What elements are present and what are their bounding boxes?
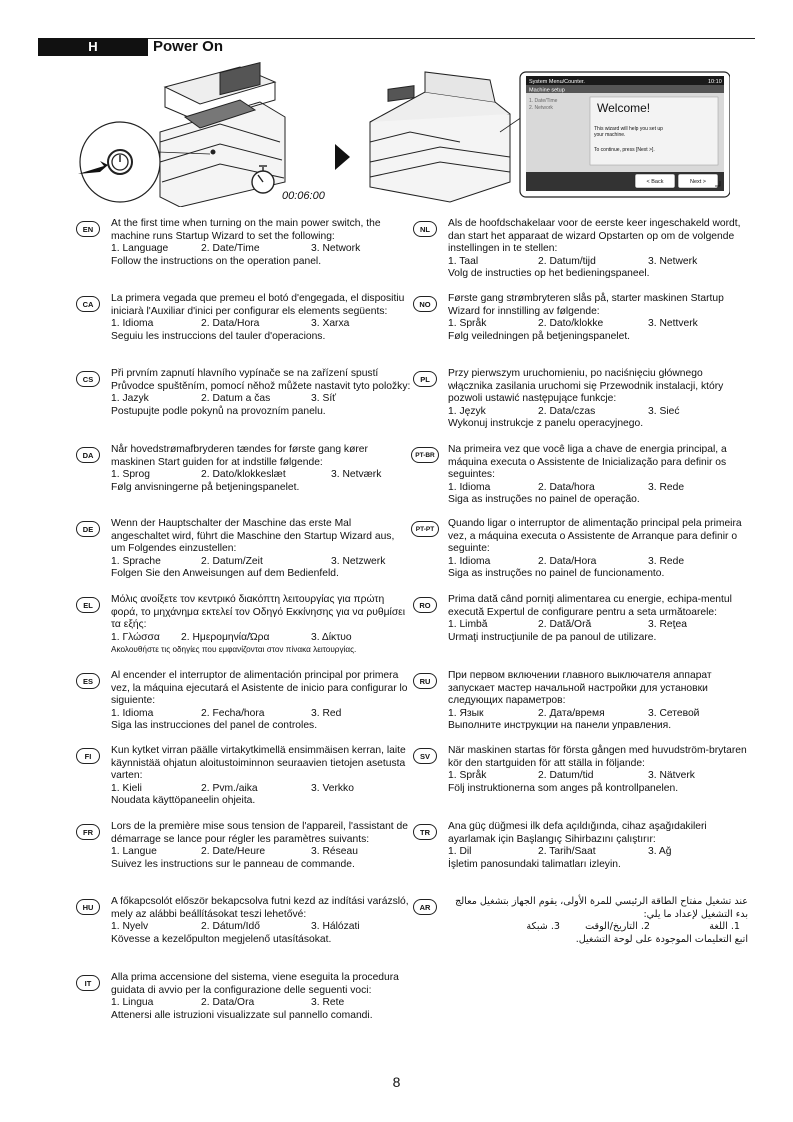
entry-text: Kun kytket virran päälle virtakytkimellä ensimmäisen kerran, laite käynnistää ohjatun aloitustoiminnon seuraavien tietojen asetusta varten:: [111, 745, 406, 781]
option-2: 2. Date/Time: [201, 243, 260, 254]
entry-foot: Attenersi alle istruzioni visualizzate sul pannello comandi.: [111, 1009, 373, 1021]
lang-badge-sv: SV: [413, 748, 437, 764]
entry-foot: Siga as instruções no painel de operação.: [448, 494, 640, 505]
option-2: 2. Dată/Oră: [538, 619, 592, 630]
lang-badge-tr: TR: [413, 824, 437, 840]
lang-badge-el: EL: [76, 597, 100, 613]
entry-foot: اتبع التعليمات الموجودة على لوحة التشغيل.: [575, 933, 748, 945]
option-2: 2. Data/czas: [538, 405, 596, 417]
lang-badge-ar: AR: [413, 899, 437, 915]
option-1: 1. Язык: [448, 707, 484, 719]
entry-foot: Wykonuj instrukcje z panelu operacyjnego.: [448, 418, 644, 429]
option-3: 3. Réseau: [311, 846, 358, 857]
entry-foot: Ακολουθήστε τις οδηγίες που εμφανίζονται στον πίνακα λειτουργίας.: [111, 645, 357, 654]
screen-next-label: Next >: [689, 179, 707, 185]
option-1: 1. اللغة: [709, 921, 740, 932]
entry-text: Quando ligar o interruptor de alimentação principal pela primeira vez, a máquina executa o Assistente de Arranque para definir o seguinte:: [448, 518, 742, 554]
option-1: 1. Språk: [448, 318, 487, 329]
option-3: 3. Netværk: [331, 469, 382, 480]
option-3: 3. Сетевой: [648, 707, 700, 719]
lang-badge-hu: HU: [76, 899, 100, 915]
option-3: 3. Nätverk: [648, 770, 695, 781]
entry-text: عند تشغيل مفتاح الطاقة الرئيسي للمرة الأولى، يقوم الجهاز بتشغيل معالج بدء التشغيل لإعداد ما يلي:: [455, 896, 748, 920]
entry-text: Przy pierwszym uruchomieniu, po naciśnięciu głównego włącznika zasilania uruchomi się Przewodnik instalacji, który pozwoli ustawić następujące funkcje:: [448, 368, 724, 404]
entry-foot: Выполните инструкции на панели управления.: [448, 720, 672, 731]
page-number: 8: [392, 1074, 401, 1090]
panel-screen: [520, 72, 730, 197]
option-3: 3. Ağ: [648, 846, 672, 857]
option-3: 3. Verkko: [311, 782, 354, 794]
entry-foot: İşletim panosundaki talimatları izleyin.: [448, 858, 621, 870]
entry-foot: Follow the instructions on the operation panel.: [111, 255, 322, 267]
option-3: 3. Δίκτυο: [311, 631, 352, 643]
entry-pl: [448, 368, 748, 431]
entry-text: Μόλις ανοίξετε τον κεντρικό διακόπτη λειτουργίας για πρώτη φορά, το μηχάνημα εκτελεί τον Οδηγό Εκκίνησης για να ρυθμίσει τα εξής:: [111, 594, 406, 630]
printer-illustration-right: [370, 72, 510, 202]
lang-badge-pl: PL: [413, 371, 437, 387]
entry-foot: Noudata käyttöpaneelin ohjeita.: [111, 795, 256, 806]
entry-text: När maskinen startas för första gången med huvudström-brytaren kör den startguiden för att ställa in följande:: [448, 745, 747, 769]
entry-foot: Seguiu les instruccions del tauler d'operacions.: [111, 330, 326, 342]
entry-text: Prima dată când porniţi alimentarea cu energie, echipa-mentul execută Expertul de configurare pentru a seta următoarele:: [448, 594, 732, 618]
entry-foot: Suivez les instructions sur le panneau de commande.: [111, 858, 355, 870]
lang-badge-es: ES: [76, 673, 100, 689]
entry-foot: Följ instruktionerna som anges på kontrollpanelen.: [448, 782, 679, 794]
option-3: 3. Rete: [311, 997, 345, 1008]
lang-badge-nl: NL: [413, 221, 437, 237]
option-1: 1. Jazyk: [111, 393, 149, 404]
screen-clock: 10:10: [708, 79, 722, 85]
option-3: 3. Network: [311, 243, 361, 254]
option-2: 2. Data/Hora: [538, 555, 597, 567]
screen-welcome: Welcome!: [597, 101, 651, 115]
option-2: 2. Dátum/Idő: [201, 921, 260, 932]
screen-menu-1: 1. Date/Time: [529, 98, 558, 104]
entry-text: Als de hoofdschakelaar voor de eerste keer ingeschakeld wordt, dan start het apparaat de wizard Opstarten op om de volgende instellingen in te stellen:: [448, 218, 741, 254]
lang-badge-en: EN: [76, 221, 100, 237]
option-3: 3. Síť: [311, 393, 337, 404]
option-1: 1. Lingua: [111, 997, 154, 1008]
option-2: 2. Fecha/hora: [201, 707, 265, 719]
option-2: 2. Date/Heure: [201, 846, 266, 857]
entry-el: [111, 594, 411, 657]
entry-fi: [111, 745, 411, 808]
option-1: 1. Język: [448, 405, 486, 417]
screen-menu-2: 2. Network: [529, 105, 553, 111]
entry-foot: Volg de instructies op het bedieningspaneel.: [448, 268, 650, 279]
entry-foot: Følg anvisningerne på betjeningspanelet.: [111, 481, 300, 493]
page-title: Power On: [153, 38, 224, 55]
entry-hu: [111, 896, 411, 946]
option-2: 2. Dato/klokke: [538, 318, 604, 329]
option-1: 1. Idioma: [448, 555, 491, 567]
lang-badge-ro: RO: [413, 597, 437, 613]
lang-badge-no: NO: [413, 296, 437, 312]
entry-nl: [448, 218, 748, 281]
option-3: 3. Nettverk: [648, 318, 698, 329]
timer-readout: 00:06:00: [282, 190, 325, 202]
option-3: 3. Sieć: [648, 405, 680, 417]
entry-foot: Kövesse a kezelőpulton megjelenő utasításokat.: [111, 933, 332, 945]
entry-ar: [448, 896, 748, 946]
screen-subtitle: Machine setup: [529, 87, 565, 94]
option-2: 2. Datum/tijd: [538, 255, 596, 267]
section-tab: H: [38, 38, 148, 56]
option-3: 3. Rede: [648, 481, 685, 493]
entry-da: [111, 444, 411, 494]
entry-tr: [448, 821, 748, 871]
option-2: 2. Data/hora: [538, 481, 595, 493]
option-2: 2. Datum a čas: [201, 393, 271, 404]
entry-foot: Postupujte podle pokynů na provozním panelu.: [111, 405, 326, 417]
option-1: 1. Idioma: [448, 481, 491, 493]
option-1: 1. Dil: [448, 846, 472, 857]
entry-text: Al encender el interruptor de alimentación principal por primera vez, la máquina ejecutará el Asistente de inicio para configurar lo siguiente:: [111, 670, 408, 706]
lang-badge-pt-pt: PT-PT: [411, 521, 439, 537]
entry-text: La primera vegada que premeu el botó d'engegada, el dispositiu iniciarà l'Auxiliar d'inici per configurar els elements següents:: [111, 293, 405, 317]
entry-text: Første gang strømbryteren slås på, starter maskinen Startup Wizard for innstilling av følgende:: [448, 293, 724, 317]
entry-no: [448, 293, 748, 343]
entry-text: Ana güç düğmesi ilk defa açıldığında, cihaz aşağıdakileri ayarlamak için Başlangıç Sihirbazını çalıştırır:: [448, 821, 707, 845]
option-3: 3. Hálózati: [311, 921, 360, 932]
option-2: 2. Дата/время: [538, 707, 605, 719]
entry-text: Na primeira vez que você liga a chave de energia principal, a máquina executa o Assistente de Inicialização para definir os seguintes:: [448, 444, 727, 480]
entry-foot: Følg veiledningen på betjeningspanelet.: [448, 330, 631, 342]
lang-badge-da: DA: [76, 447, 100, 463]
entry-text: Při prvním zapnutí hlavního vypínače se na zařízení spustí Průvodce spuštěním, pomocí něhož můžete nastavit tyto položky:: [111, 368, 411, 392]
option-2: 2. Data/Hora: [201, 318, 260, 329]
screen-line-1: This wizard will help you set up: [594, 126, 663, 132]
option-2: 2. Pvm./aika: [201, 782, 258, 794]
next-step-arrow: [335, 144, 350, 170]
option-3: 3. شبكة: [526, 921, 560, 932]
entry-de: [111, 518, 411, 581]
entry-foot: Siga las instrucciones del panel de controles.: [111, 720, 318, 731]
lang-badge-cs: CS: [76, 371, 100, 387]
option-1: 1. Language: [111, 243, 169, 254]
option-2: 2. Data/Ora: [201, 997, 255, 1008]
option-1: 1. Taal: [448, 255, 479, 267]
entry-foot: Folgen Sie den Anweisungen auf dem Bedienfeld.: [111, 568, 339, 579]
entry-it: [111, 972, 411, 1022]
lang-badge-fr: FR: [76, 824, 100, 840]
option-1: 1. Språk: [448, 770, 487, 781]
entry-es: [111, 670, 411, 733]
option-1: 1. Kieli: [111, 782, 142, 794]
lang-badge-it: IT: [76, 975, 100, 991]
option-1: 1. Γλώσσα: [111, 631, 160, 643]
power-on-illustration: [70, 62, 730, 207]
option-2: 2. Dato/klokkeslæt: [201, 469, 286, 480]
entry-text: A főkapcsolót először bekapcsolva futni kezd az indítási varázsló, mely az alábbi beállításokat teszi lehetővé:: [111, 896, 409, 920]
option-1: 1. Idioma: [111, 318, 154, 329]
entry-text: При первом включении главного выключателя аппарат запускает мастер начальной настройки для установки следующих параметров:: [448, 670, 712, 706]
lang-badge-de: DE: [76, 521, 100, 537]
screen-line-2: your machine.: [594, 132, 626, 138]
option-3: 3. Netzwerk: [331, 555, 386, 567]
entry-text: Når hovedstrømafbryderen tændes for første gang kører maskinen Start guiden for at indstille følgende:: [111, 444, 368, 468]
entry-foot: Urmaţi instrucţiunile de pa panoul de utilizare.: [448, 631, 657, 643]
option-2: 2. Datum/Zeit: [201, 555, 263, 567]
option-3: 3. Red: [311, 707, 342, 719]
lang-badge-pt-br: PT-BR: [411, 447, 439, 463]
lang-badge-fi: FI: [76, 748, 100, 764]
option-3: 3. Rede: [648, 555, 685, 567]
screen-line-3: To continue, press [Next >].: [594, 147, 655, 153]
option-1: 1. Limbă: [448, 619, 488, 630]
option-1: 1. Sprache: [111, 555, 161, 567]
screen-topbar-left: System Menu/Counter.: [529, 79, 585, 85]
entry-text: At the first time when turning on the main power switch, the machine runs Startup Wizard to set the following:: [111, 218, 381, 242]
entry-ro: [448, 594, 748, 644]
option-3: 3. Netwerk: [648, 255, 698, 267]
entry-ca: [111, 293, 411, 343]
entry-foot: Siga as instruções no painel de funcionamento.: [448, 568, 665, 579]
lang-badge-ru: RU: [413, 673, 437, 689]
entry-text: Wenn der Hauptschalter der Maschine das erste Mal angeschaltet wird, führt die Maschine den Startup Wizard aus, um Folgendes einzustellen:: [111, 518, 395, 554]
entry-pt-br: [448, 444, 748, 507]
entry-sv: [448, 745, 748, 795]
entry-ru: [448, 670, 748, 733]
entry-text: Alla prima accensione del sistema, viene eseguita la procedura guidata di avvio per la configurazione delle seguenti voci:: [111, 972, 399, 996]
option-1: 1. Sprog: [111, 469, 150, 480]
option-3: 3. Xarxa: [311, 318, 350, 329]
option-3: 3. Reţea: [648, 619, 687, 630]
option-2: 2. Tarih/Saat: [538, 846, 596, 857]
entry-fr: [111, 821, 411, 871]
entry-text: Lors de la première mise sous tension de l'appareil, l'assistant de démarrage se lance pour régler les paramètres suivants:: [111, 821, 408, 845]
option-2: 2. Datum/tid: [538, 770, 594, 781]
option-2: 2. Ημερομηνία/Ώρα: [181, 631, 270, 643]
option-1: 1. Nyelv: [111, 921, 149, 932]
lang-badge-ca: CA: [76, 296, 100, 312]
option-1: 1. Langue: [111, 846, 157, 857]
option-1: 1. Idioma: [111, 707, 154, 719]
entry-pt-pt: [448, 518, 748, 581]
option-2: 2. التاريخ/الوقت: [585, 921, 650, 932]
screen-back-label: < Back: [646, 179, 664, 185]
entry-en: [111, 218, 411, 268]
entry-cs: [111, 368, 411, 418]
